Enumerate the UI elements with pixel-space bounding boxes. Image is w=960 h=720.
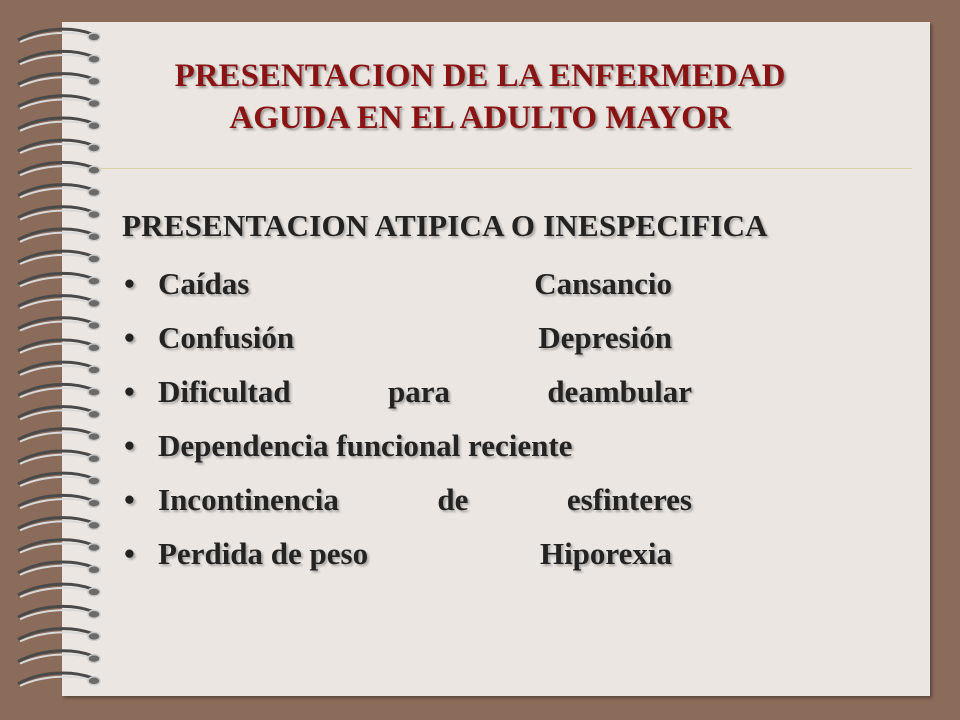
spiral-ring	[18, 273, 100, 286]
spiral-ring	[18, 562, 100, 575]
item-text: Cansancio	[534, 266, 672, 301]
list-item	[122, 262, 692, 316]
bullet-icon: •	[124, 482, 135, 517]
spiral-ring	[18, 518, 100, 531]
spiral-ring	[18, 429, 100, 442]
spiral-ring	[18, 629, 100, 642]
bullet-icon: •	[124, 374, 135, 409]
bullet-icon: •	[124, 266, 135, 301]
item-text: Incontinencia	[158, 482, 339, 517]
item-text: Dependencia funcional reciente	[158, 428, 573, 463]
spiral-ring	[18, 318, 100, 331]
title-line-2: AGUDA EN EL ADULTO MAYOR	[229, 100, 731, 136]
item-text: Confusión	[158, 320, 295, 355]
list-item	[122, 424, 692, 478]
spiral-ring	[18, 673, 100, 686]
list-item	[122, 478, 692, 532]
spiral-ring	[18, 29, 100, 42]
spiral-ring	[18, 162, 100, 175]
title-line-1: PRESENTACION DE LA ENFERMEDAD	[174, 58, 786, 94]
spiral-ring	[18, 207, 100, 220]
bullet-icon: •	[124, 320, 135, 355]
item-text: Depresión	[538, 320, 672, 355]
slide-title	[0, 55, 960, 139]
list-item	[122, 370, 692, 424]
item-text: Caídas	[158, 266, 250, 301]
item-text: para	[387, 374, 450, 409]
item-text: Dificultad	[158, 374, 291, 409]
item-text: Hiporexia	[539, 536, 672, 571]
section-subtitle: PRESENTACION ATIPICA O INESPECIFICA	[122, 208, 768, 243]
spiral-ring	[18, 451, 100, 464]
bullet-icon: •	[124, 536, 135, 571]
item-text: de	[437, 482, 469, 517]
spiral-ring	[18, 651, 100, 664]
item-text: Perdida de peso	[158, 536, 369, 571]
spiral-ring	[18, 584, 100, 597]
spiral-ring	[18, 140, 100, 153]
list-item	[122, 532, 692, 586]
spiral-ring	[18, 473, 100, 486]
spiral-ring	[18, 362, 100, 375]
item-text: esfinteres	[566, 482, 692, 517]
spiral-ring	[18, 495, 100, 508]
item-text: deambular	[547, 374, 692, 409]
spiral-ring	[18, 407, 100, 420]
symptom-list	[122, 262, 692, 586]
list-item	[122, 316, 692, 370]
spiral-ring	[18, 384, 100, 397]
spiral-ring	[18, 185, 100, 198]
spiral-ring	[18, 229, 100, 242]
spiral-ring	[18, 296, 100, 309]
bullet-icon: •	[124, 428, 135, 463]
title-divider	[98, 168, 912, 169]
spiral-ring	[18, 340, 100, 353]
spiral-ring	[18, 251, 100, 264]
spiral-ring	[18, 540, 100, 553]
spiral-ring	[18, 606, 100, 619]
